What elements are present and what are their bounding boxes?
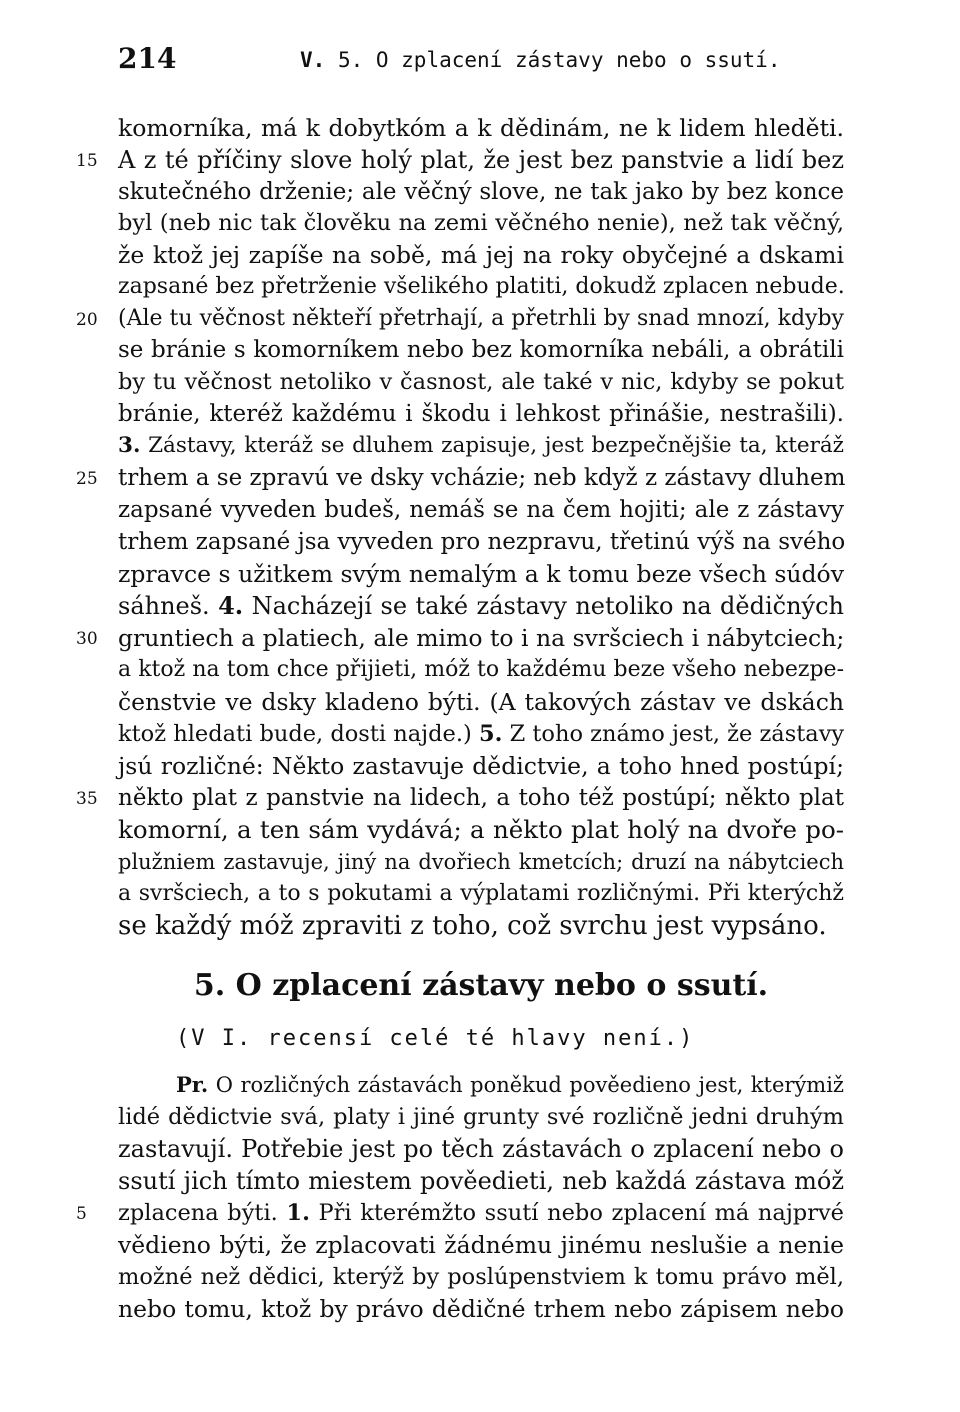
paragraph-lead: Pr. (176, 1072, 209, 1097)
editorial-note: (V I. recensí celé té hlavy není.) (176, 1026, 695, 1051)
text-line (118, 1068, 844, 1102)
line-number: 35 (76, 789, 98, 809)
text-span: Z toho známo jest, že zástavy (502, 721, 845, 747)
text-line: jsú rozličné: Někto zastavuje dědictvie, a toho hned postúpí; (118, 752, 844, 780)
paragraph-number: 5. (478, 721, 503, 747)
text-line: gruntiech a platiech, ale mimo to i na svršciech i nábytciech; (118, 624, 845, 652)
text-line: lidé dědictvie svá, platy i jiné grunty své rozličně jedni druhým (118, 1104, 844, 1130)
running-title (300, 48, 780, 72)
running-header (0, 42, 960, 78)
text-line: A z té příčiny slove holý plat, že jest bez panstvie a lidí bez (118, 146, 844, 174)
text-line: zastavují. Potřebie jest po těch zástavách o zplacení nebo o (118, 1135, 844, 1163)
text-line (118, 589, 844, 623)
line-number: 20 (76, 310, 98, 330)
text-span: O rozličných zástavách poněkud pověedieno jest, kterýmiž (208, 1073, 844, 1097)
text-line: a svršciech, a to s pokutami a výplatami rozličnými. Při kterýchž (118, 881, 844, 906)
text-line: se bránie s komorníkem nebo bez komorníka nebáli, a obrátili (118, 337, 844, 363)
text-line: že ktož jej zapíše na sobě, má jej na roky obyčejné a dskami (118, 241, 844, 269)
text-line: (Ale tu věčnost někteří přetrhají, a přetrhli by snad mnozí, kdyby (118, 306, 844, 331)
paragraph-number: 3. (118, 433, 141, 458)
text-line (118, 429, 844, 463)
text-line: možné než dědici, kterýž by poslúpenstviem k tomu právo měl, (118, 1264, 844, 1290)
running-title-text: 5. O zplacení zástavy nebo o ssutí. (337, 48, 781, 72)
text-line: komorníka, má k dobytkóm a k dědinám, ne k lidem hleděti. (118, 114, 844, 142)
text-line: se každý móž zpraviti z toho, což svrchu jest vypsáno. (118, 911, 827, 941)
text-span: ktož hledati bude, dosti najde.) (118, 721, 479, 747)
text-span: zplacena býti. (118, 1200, 287, 1226)
text-span: Zástavy, kteráž se dluhem zapisuje, jest bezpečnějšie ta, kteráž (140, 433, 844, 458)
page-number: 214 (118, 42, 177, 75)
text-line: zpravce s užitkem svým nemalým a k tomu beze všech súdóv (118, 560, 844, 588)
text-line: skutečného drženie; ale věčný slove, ne tak jako by bez konce (118, 179, 844, 205)
text-line (118, 1196, 844, 1230)
line-number: 5 (76, 1204, 87, 1224)
text-line (118, 717, 844, 751)
chapter-roman-numeral: V. (300, 48, 326, 72)
text-span: sáhneš. (118, 592, 219, 620)
text-line: bránie, kteréž každému i škodu i lehkost přinášie, nestrašili). (118, 401, 844, 427)
line-number: 15 (76, 151, 98, 171)
text-span: Nacházejí se také zástavy netoliko na dědičných (243, 592, 844, 620)
text-line: komorní, a ten sám vydává; a někto plat holý na dvoře po- (118, 815, 844, 844)
text-line: by tu věčnost netoliko v časnost, ale také v nic, kdyby se pokut (118, 369, 844, 395)
line-number: 25 (76, 469, 98, 489)
text-line: někto plat z panstvie na lidech, a toho též postúpí; někto plat (118, 785, 844, 811)
text-line: trhem a se zpravú ve dsky vcházie; neb když z zástavy dluhem (118, 465, 846, 491)
paragraph-number: 1. (286, 1200, 310, 1226)
text-line: byl (neb nic tak člověku na zemi věčného nenie), než tak věčný, (118, 210, 844, 236)
section-heading: 5. O zplacení zástavy nebo o ssutí. (193, 968, 769, 1003)
text-line: a ktož na tom chce přijieti, móž to každému beze všeho nebezpe- (118, 657, 844, 682)
paragraph-number: 4. (218, 591, 244, 620)
text-line: zapsané bez přetrženie všelikého platiti, dokudž zplacen nebude. (118, 274, 845, 299)
text-line: vědieno býti, že zplacovati žádnému jinému neslušie a nenie (118, 1231, 844, 1259)
text-line: plužniem zastavuje, jiný na dvořiech kmetcích; druzí na nábytciech (118, 850, 844, 874)
text-line: ssutí jich tímto miestem pověedieti, neb každá zástava móž (118, 1167, 844, 1195)
text-line: zapsané vyveden budeš, nemáš se na čem hojiti; ale z zástavy (118, 497, 844, 523)
text-line: nebo tomu, ktož by právo dědičné trhem nebo zápisem nebo (118, 1295, 844, 1323)
text-line: trhem zapsané jsa vyveden pro nezpravu, třetinú výš na svého (118, 529, 846, 555)
line-number: 30 (76, 629, 98, 649)
text-line: čenstvie ve dsky kladeno býti. (A takových zástav ve dskách (118, 688, 844, 716)
text-span: Při kterémžto ssutí nebo zplacení má najprvé (309, 1200, 844, 1226)
